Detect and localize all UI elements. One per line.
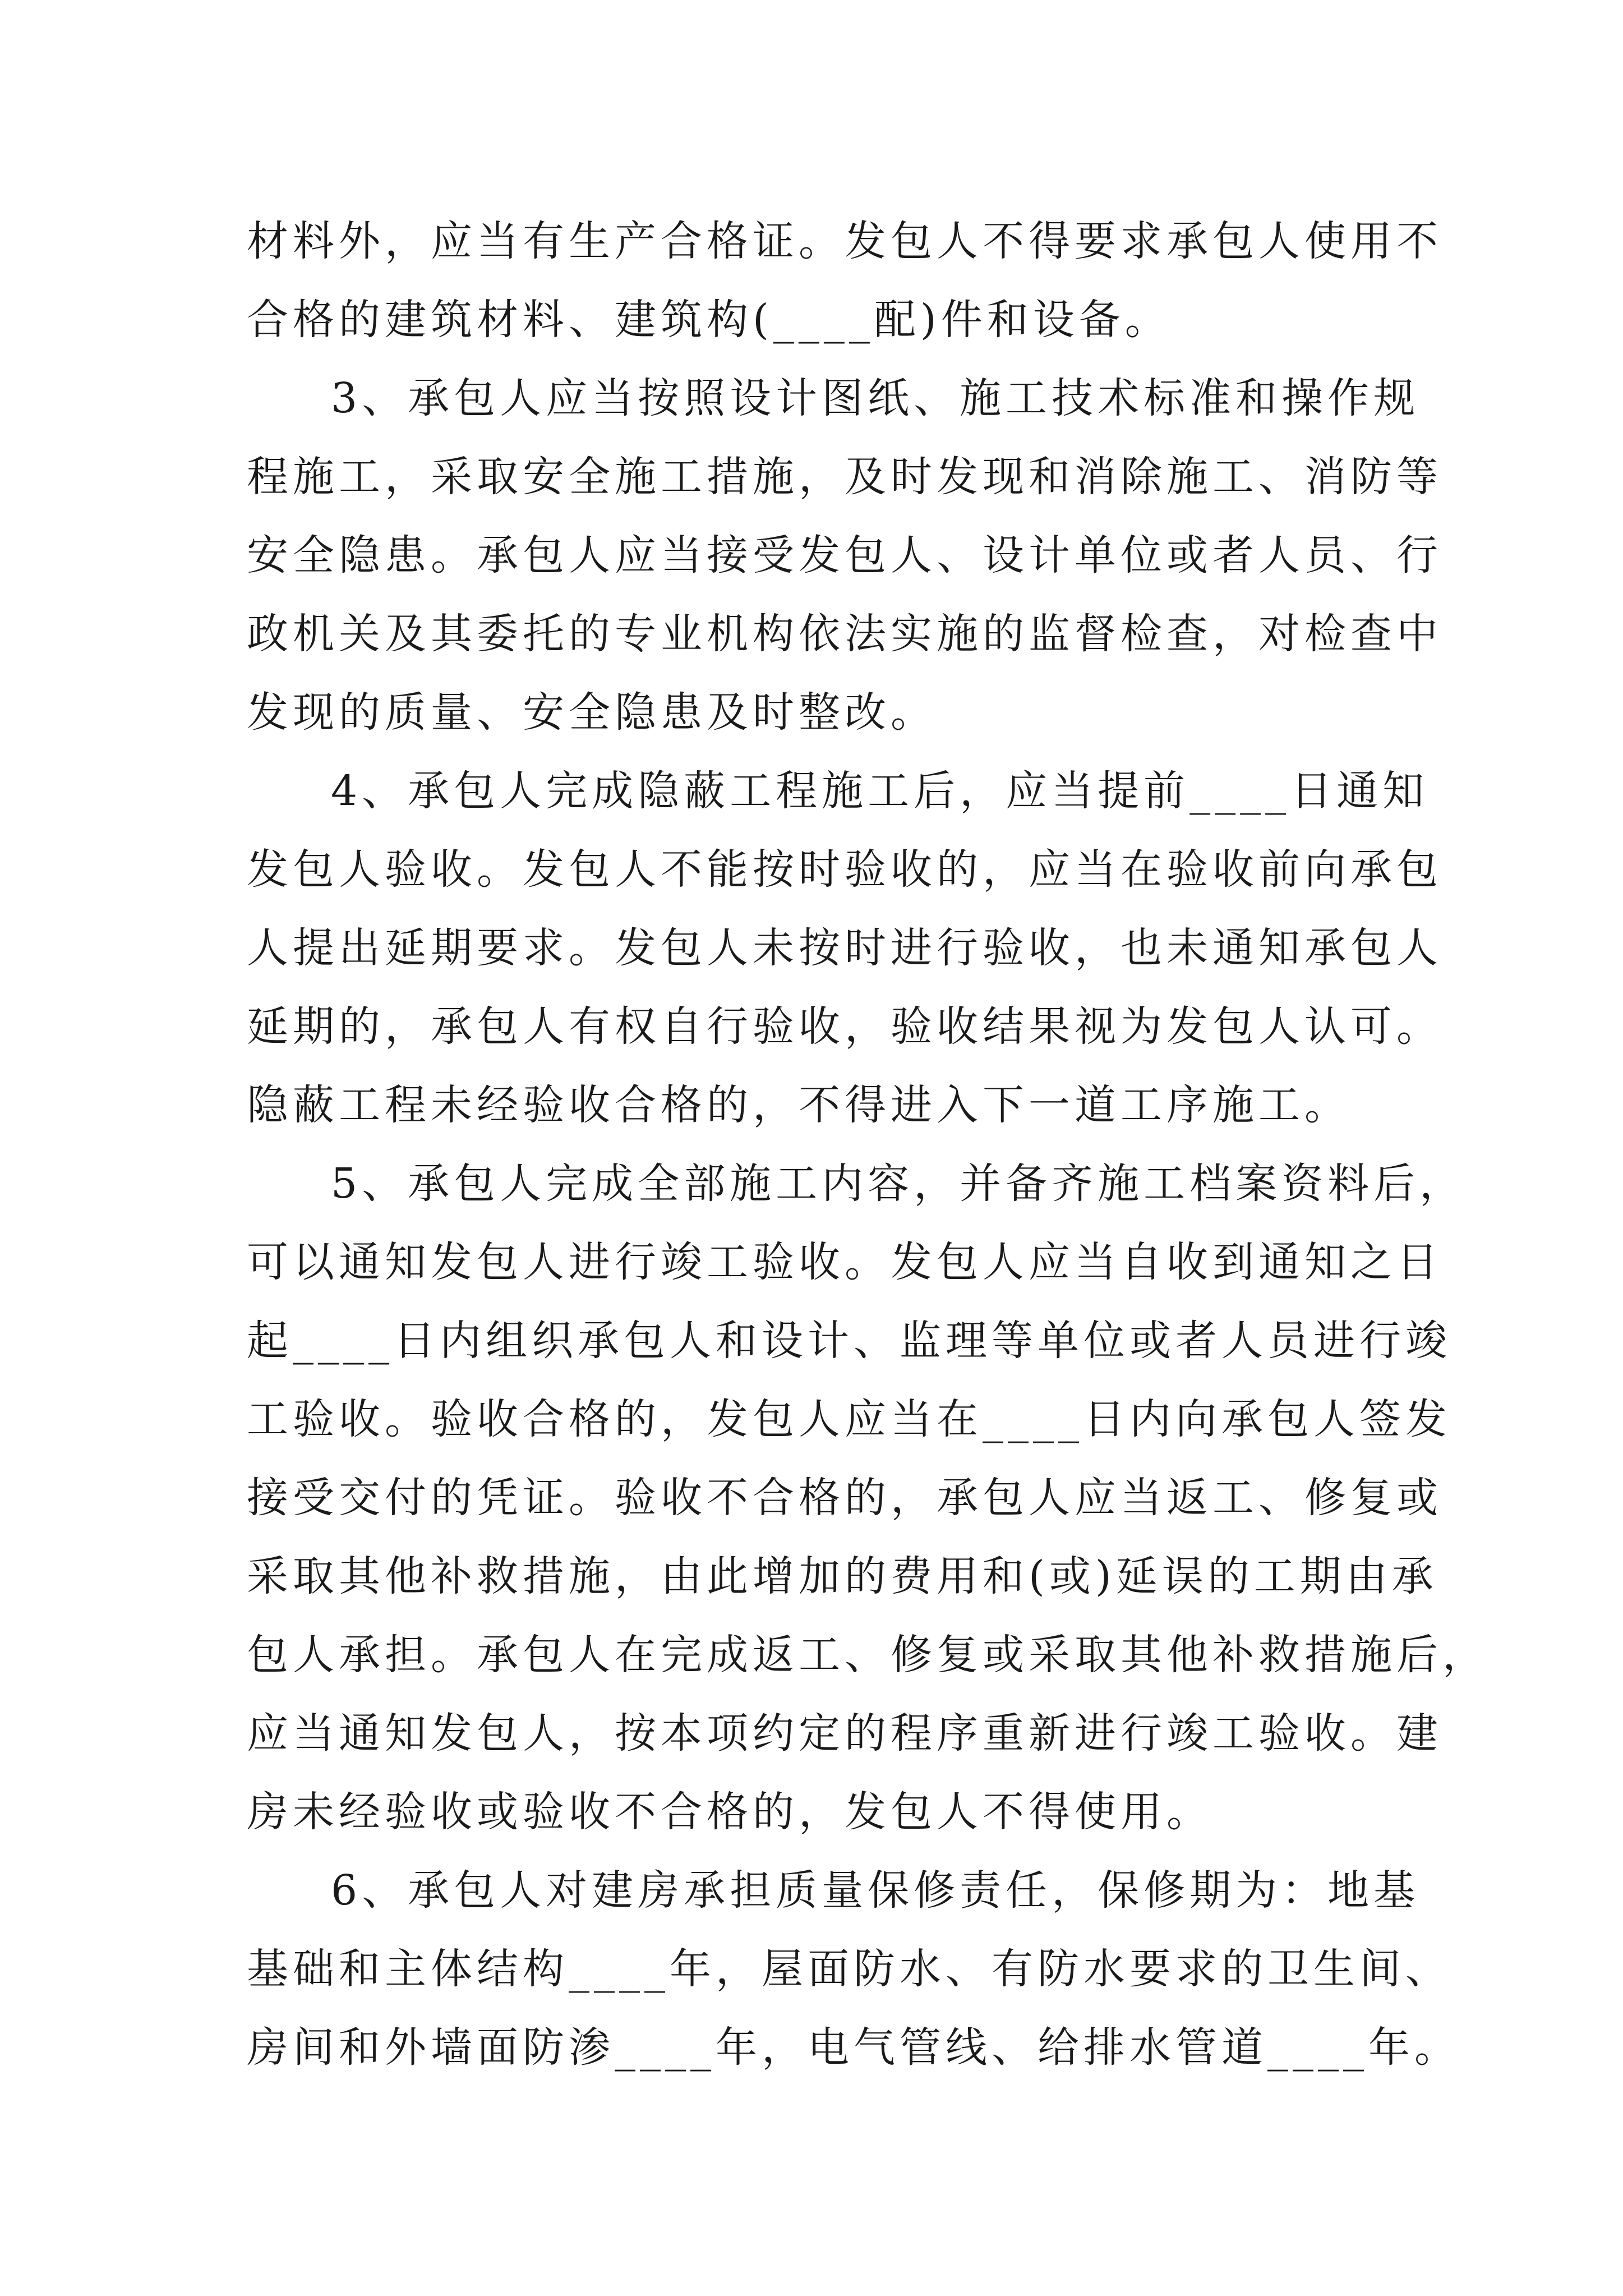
text-line: 包人承担。承包人在完成返工、修复或采取其他补救措施后， <box>247 1631 1488 1679</box>
text-line: 起____日内组织承包人和设计、监理等单位或者人员进行竣 <box>247 1317 1451 1365</box>
paragraph-clause-4 <box>247 752 1442 1144</box>
text-line: 房未经验收或验收不合格的，发包人不得使用。 <box>247 1788 1212 1836</box>
text-line: 政机关及其委托的专业机构依法实施的监督检查，对检查中 <box>247 610 1442 658</box>
text-line: 6、承包人对建房承担质量保修责任，保修期为：地基 <box>331 1866 1420 1915</box>
text-line: 基础和主体结构____年，屋面防水、有防水要求的卫生间、 <box>247 1945 1451 1993</box>
text-line: 人提出延期要求。发包人未按时进行验收，也未通知承包人 <box>247 924 1442 972</box>
contract-text <box>247 202 1488 2087</box>
paragraph-clause-3 <box>247 359 1442 752</box>
text-line: 安全隐患。承包人应当接受发包人、设计单位或者人员、行 <box>247 531 1442 579</box>
text-line: 发包人验收。发包人不能按时验收的，应当在验收前向承包 <box>247 845 1442 894</box>
text-line: 发现的质量、安全隐患及时整改。 <box>247 688 937 737</box>
text-line: 3、承包人应当按照设计图纸、施工技术标准和操作规 <box>331 374 1420 422</box>
text-line: 4、承包人完成隐蔽工程施工后，应当提前____日通知 <box>331 767 1429 815</box>
text-line: 可以通知发包人进行竣工验收。发包人应当自收到通知之日 <box>247 1238 1442 1286</box>
text-line: 合格的建筑材料、建筑构(____配)件和设备。 <box>247 296 1171 344</box>
text-line: 延期的，承包人有权自行验收，验收结果视为发包人认可。 <box>247 1002 1442 1051</box>
text-line: 应当通知发包人，按本项约定的程序重新进行竣工验收。建 <box>247 1709 1442 1757</box>
paragraph-materials <box>247 202 1442 359</box>
text-line: 工验收。验收合格的，发包人应当在____日内向承包人签发 <box>247 1395 1451 1443</box>
text-line: 程施工，采取安全施工措施，及时发现和消除施工、消防等 <box>247 453 1442 501</box>
paragraph-clause-5 <box>247 1144 1488 1851</box>
paragraph-clause-6 <box>247 1851 1460 2087</box>
text-line: 隐蔽工程未经验收合格的，不得进入下一道工序施工。 <box>247 1081 1350 1129</box>
text-line: 5、承包人完成全部施工内容，并备齐施工档案资料后， <box>331 1159 1466 1208</box>
text-line: 接受交付的凭证。验收不合格的，承包人应当返工、修复或 <box>247 1474 1442 1522</box>
text-line: 房间和外墙面防渗____年，电气管线、给排水管道____年。 <box>247 2023 1460 2072</box>
text-line: 采取其他补救措施，由此增加的费用和(或)延误的工期由承 <box>247 1552 1438 1600</box>
text-line: 材料外，应当有生产合格证。发包人不得要求承包人使用不 <box>247 217 1442 265</box>
